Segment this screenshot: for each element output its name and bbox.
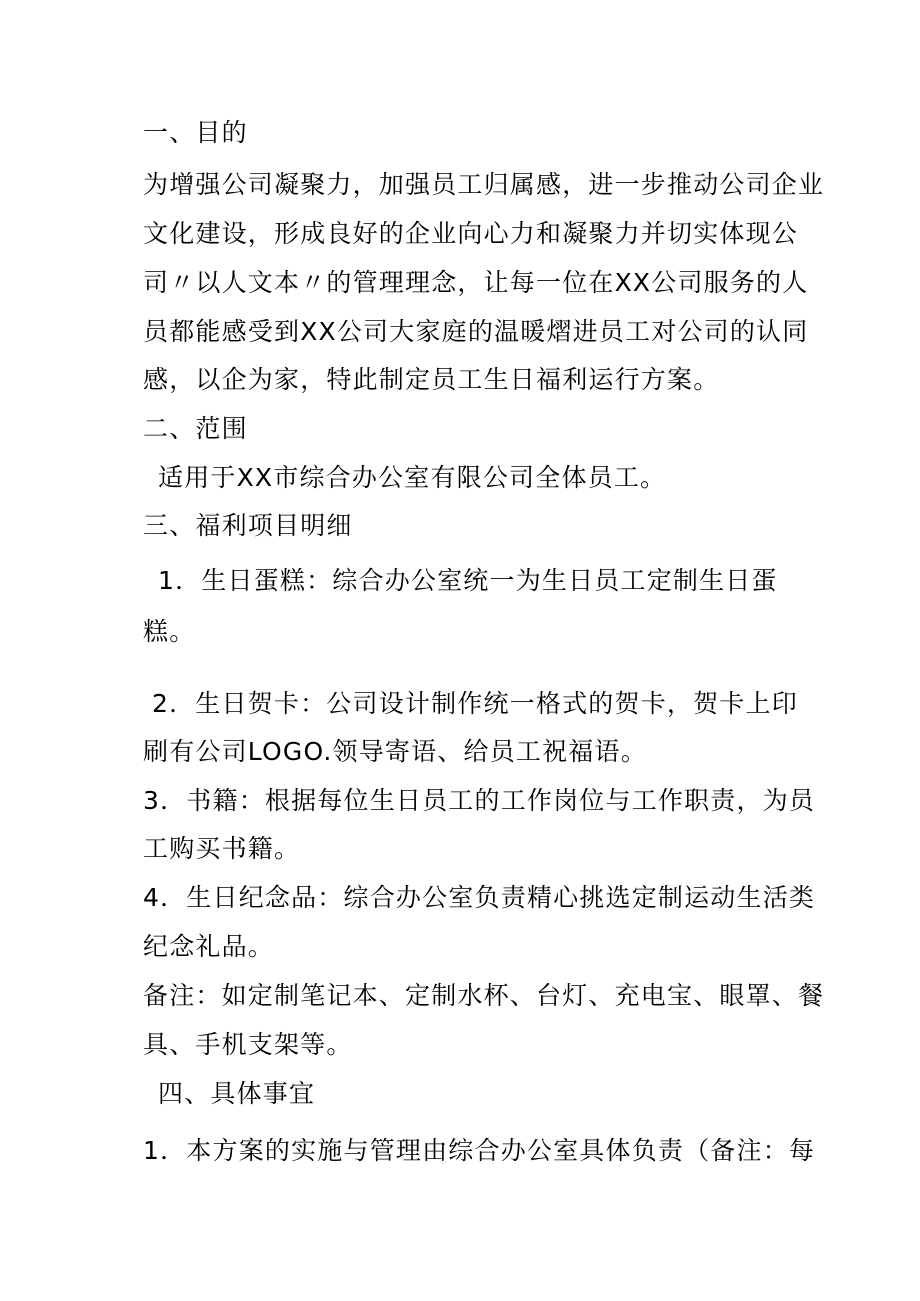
purpose-line-4: 员都能感受到XX公司大家庭的温暖熠进员工对公司的认同 [143, 317, 809, 346]
scope-line-1: 适用于XX市综合办公室有限公司全体员工。 [158, 463, 667, 492]
section-heading-details: 四、具体事宜 [158, 1079, 316, 1108]
benefit-item-card-line-1: 2．生日贺卡：公司设计制作统一格式的贺卡，贺卡上印 [152, 689, 798, 718]
benefit-item-books-line-2: 工购买书籍。 [143, 834, 301, 863]
benefit-item-souvenir-line-2: 纪念礼品。 [143, 932, 275, 961]
details-item-1-line-1: 1．本方案的实施与管理由综合办公室具体负责（备注：每 [143, 1136, 816, 1165]
benefit-note-line-2: 具、手机支架等。 [143, 1030, 353, 1059]
section-heading-purpose: 一、目的 [143, 118, 248, 147]
section-heading-scope: 二、范围 [143, 414, 248, 443]
purpose-line-3: 司〃以人文本〃的管理理念，让每一位在XX公司服务的人 [143, 268, 809, 297]
purpose-line-1: 为增强公司凝聚力，加强员工归属感，进一步推动公司企业 [143, 170, 825, 199]
section-heading-benefits: 三、福利项目明细 [143, 511, 353, 540]
benefit-item-souvenir-line-1: 4．生日纪念品：综合办公室负责精心挑选定制运动生活类 [143, 883, 816, 912]
benefit-item-card-line-2: 刷有公司LOGO.领导寄语、给员工祝福语。 [143, 737, 647, 766]
purpose-line-2: 文化建设，形成良好的企业向心力和凝聚力并切实体现公 [143, 219, 799, 248]
benefit-item-cake-line-1: 1．生日蛋糕：综合办公室统一为生日员工定制生日蛋 [158, 566, 778, 595]
benefit-item-books-line-1: 3．书籍：根据每位生日员工的工作岗位与工作职责，为员 [143, 786, 816, 815]
benefit-note-line-1: 备注：如定制笔记本、定制水杯、台灯、充电宝、眼罩、餐 [143, 981, 825, 1010]
purpose-line-5: 感，以企为家，特此制定员工生日福利运行方案。 [143, 365, 720, 394]
benefit-item-cake-line-2: 糕。 [143, 617, 196, 646]
